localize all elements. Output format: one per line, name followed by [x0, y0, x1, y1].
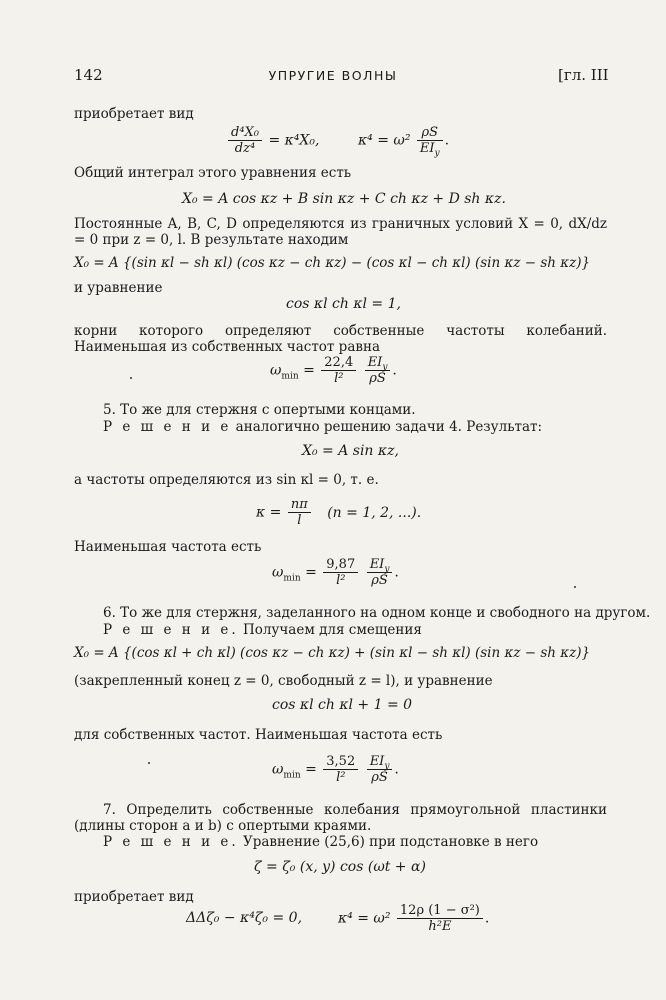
- equation-1-kappa: κ⁴ = ω² $\frac{\rho S}{EI_y}$ .: [358, 125, 450, 159]
- eq5-fraction-2: $\frac{EI_y}{\rho S}$: [365, 356, 391, 385]
- text-acquires-form: приобретает вид: [74, 106, 194, 122]
- eq11-fraction: $\frac{3,52}{\text{l²}}$: [323, 755, 358, 784]
- scan-speck: [130, 377, 132, 379]
- eq11-fraction-2: $\frac{EI_y}{\rho S}$: [367, 755, 393, 784]
- problem-6-title: 6. То же для стержня, заделанного на одном конце и свободного на другом.: [103, 605, 651, 621]
- eq1-fraction: $\frac{\text{d⁴X₀}}{\text{dz⁴}}$: [228, 126, 262, 155]
- text-clamped-end: (закрепленный конец z = 0, свободный z = l), и уравнение: [74, 673, 493, 689]
- chapter-label: [гл. III: [558, 66, 609, 84]
- equation-1: $\frac{\text{d⁴X₀}}{\text{dz⁴}}$ = κ⁴X₀,: [226, 126, 319, 155]
- eq8-fraction: $\frac{9,87}{\text{l²}}$: [323, 558, 358, 587]
- equation-10: cos κl ch κl + 1 = 0: [272, 697, 413, 713]
- solution-5: Р е ш е н и е аналогично решению задачи 4. Результат:: [103, 419, 543, 435]
- text-constants: Постоянные A, B, C, D определяются из граничных условий X = 0, dX/dz = 0 при z = 0, l. В результате находим: [74, 216, 607, 248]
- text-natural-frequencies: для собственных частот. Наименьшая частота есть: [74, 727, 443, 743]
- equation-8: $\omega_{min}$ = $\frac{9,87}{\text{l²}}$ $\frac{EI_y}{\rho S}$ .: [272, 557, 399, 588]
- eq13-fraction: $\frac{\text{12ρ (1 − σ²)}}{\text{h²E}}$: [397, 904, 483, 933]
- text-acquires-form-2: приобретает вид: [74, 889, 194, 905]
- problem-5-title: 5. То же для стержня с опертыми концами.: [103, 402, 416, 418]
- problem-7-title: 7. Определить собственные колебания прямоугольной пластинки (длины сторон a и b) с опертыми краями.: [74, 802, 607, 834]
- equation-13: ΔΔζ₀ − κ⁴ζ₀ = 0,: [186, 910, 303, 926]
- equation-5: $\omega_{min}$ = $\frac{22,4}{\text{l²}}$ $\frac{EI_y}{\rho S}$ .: [270, 355, 397, 386]
- equation-9: X₀ = A {(cos κl + ch κl) (cos κz − ch κz) + (sin κl − sh κl) (sin κz − sh κz)}: [74, 645, 591, 661]
- solution-7: Р е ш е н и е. Уравнение (25,6) при подстановке в него: [103, 834, 539, 850]
- scan-speck: [574, 586, 576, 588]
- text-general-integral: Общий интеграл этого уравнения есть: [74, 165, 352, 181]
- running-title: УПРУГИЕ ВОЛНЫ: [268, 68, 398, 83]
- equation-13-kappa: κ⁴ = ω² $\frac{\text{12ρ (1 − σ²)}}{\text{h²E}}$ .: [338, 903, 490, 934]
- equation-12: ζ = ζ₀ (x, y) cos (ωt + α): [254, 859, 426, 875]
- equation-11: $\omega_{min}$ = $\frac{3,52}{\text{l²}}$ $\frac{EI_y}{\rho S}$ .: [272, 754, 399, 785]
- equation-7: κ = $\frac{n\pi}{l}$ (n = 1, 2, ...).: [256, 497, 422, 528]
- equation-3: X₀ = A {(sin κl − sh κl) (cos κz − ch κz) − (cos κl − ch κl) (sin κz − sh κz)}: [74, 255, 591, 271]
- text-roots: корни которого определяют собственные частоты колебаний. Наименьшая из собственных частот равна: [74, 323, 607, 355]
- eq1-fraction-2: $\frac{\rho S}{EI_y}$: [417, 126, 443, 155]
- text-lowest-frequency: Наименьшая частота есть: [74, 539, 262, 555]
- equation-4: cos κl ch κl = 1,: [286, 296, 401, 312]
- text-and-equation: и уравнение: [74, 280, 163, 296]
- equation-2: X₀ = A cos κz + B sin κz + C ch κz + D sh κz.: [182, 191, 506, 207]
- eq7-fraction: $\frac{n\pi}{l}$: [288, 498, 311, 527]
- equation-6: X₀ = A sin κz,: [302, 443, 399, 459]
- solution-6: Р е ш е н и е. Получаем для смещения: [103, 622, 422, 638]
- page-number: 142: [74, 66, 103, 84]
- eq8-fraction-2: $\frac{EI_y}{\rho S}$: [367, 558, 393, 587]
- text-frequencies: а частоты определяются из sin κl = 0, т. е.: [74, 472, 379, 488]
- scan-speck: [148, 762, 150, 764]
- eq5-fraction: $\frac{22,4}{\text{l²}}$: [321, 356, 356, 385]
